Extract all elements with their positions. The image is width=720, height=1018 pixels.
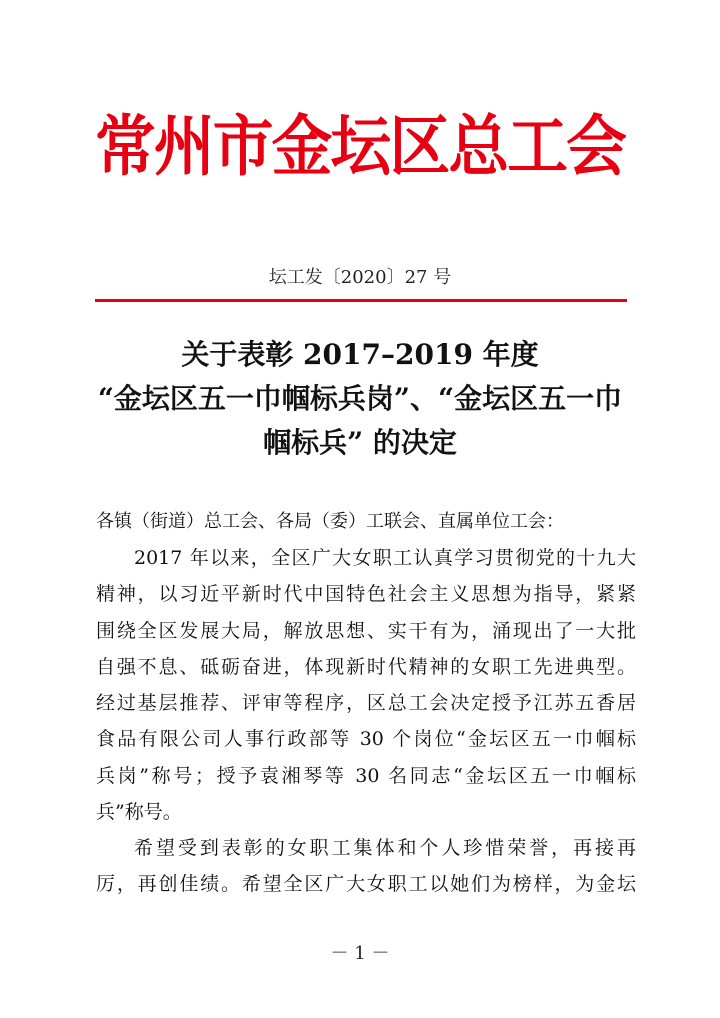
paragraph-line: 食品有限公司人事行政部等 30 个岗位“金坛区五一巾帼标	[96, 728, 636, 751]
paragraph-line: 自强不息、砥砺奋进，体现新时代精神的女职工先进典型。	[96, 655, 636, 678]
paragraph-line: 精神，以习近平新时代中国特色社会主义思想为指导，紧紧	[96, 583, 636, 606]
title-line-2: “金坛区五一巾帼标兵岗”、“金坛区五一巾	[97, 382, 623, 415]
document-number: 坛工发〔2020〕27 号	[268, 267, 452, 288]
salutation: 各镇（街道）总工会、各局（委）工联会、直属单位工会：	[96, 511, 564, 532]
title-line-1: 关于表彰 2017–2019 年度	[181, 338, 539, 371]
issuing-organization-title: 常州市金坛区总工会	[95, 108, 625, 185]
red-divider-line	[95, 299, 627, 302]
body-paragraph-2	[96, 830, 636, 903]
paragraph-line: 围绕全区发展大局，解放思想、实干有为，涌现出了一大批	[96, 619, 636, 642]
title-line-3: 帼标兵” 的决定	[263, 426, 457, 459]
paragraph-line: 2017 年以来，全区广大女职工认真学习贯彻党的十九大	[134, 547, 636, 569]
paragraph-line: 厉，再创佳绩。希望全区广大女职工以她们为榜样，为金坛	[96, 873, 636, 896]
paragraph-line: 经过基层推荐、评审等程序，区总工会决定授予江苏五香居	[96, 692, 636, 715]
body-paragraph-1	[96, 540, 636, 830]
document-title	[0, 333, 720, 465]
paragraph-line: 希望受到表彰的女职工集体和个人珍惜荣誉，再接再	[134, 837, 636, 859]
paragraph-line: 兵”称号。	[96, 801, 182, 824]
paragraph-line: 兵岗”称号；授予袁湘琴等 30 名同志“金坛区五一巾帼标	[96, 764, 636, 787]
page-number: － 1 －	[330, 943, 390, 964]
